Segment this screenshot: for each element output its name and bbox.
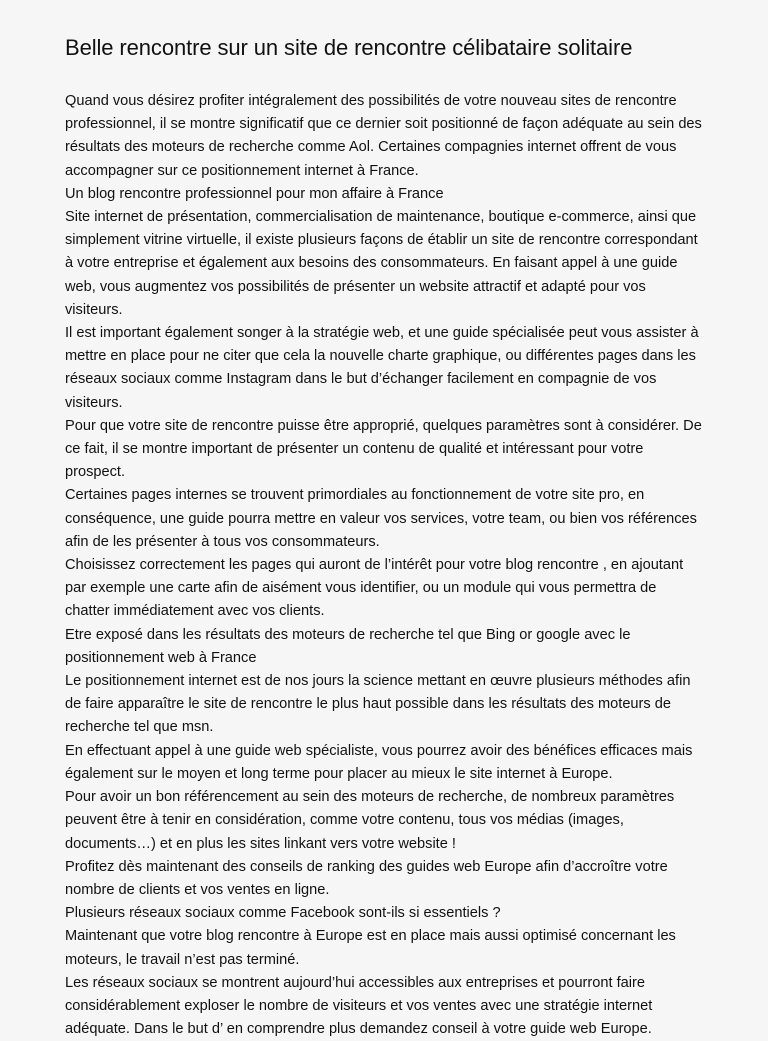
paragraph-referencing: Pour avoir un bon référencement au sein des moteurs de recherche, de nombreux paramètres peuvent être à tenir en considération, comme votre contenu, tous vos médias (images, documents…) et en plus les sites linkant vers votre website ! — [65, 789, 675, 852]
paragraph-seo: Le positionnement internet est de nos jours la science mettant en œuvre plusieurs méthodes afin de faire apparaître le site de rencontre le plus haut possible dans les résultats des moteurs de recherche tel que msn. — [65, 673, 691, 736]
paragraph-intro: Quand vous désirez profiter intégralement des possibilités de votre nouveau sites de rencontre professionnel, il se montre significatif que ce dernier soit positionné de façon adéquate au sein des résultats des moteurs de recherche comme Aol. Certaines compagnies internet offrent de vous accompagner sur ce positionnement internet à France. — [65, 93, 702, 179]
paragraph-subheading-social: Plusieurs réseaux sociaux comme Facebook sont-ils si essentiels ? — [65, 905, 501, 922]
paragraph-specialist: En effectuant appel à une guide web spécialiste, vous pourrez avoir des bénéfices efficaces mais également sur le moyen et long terme pour placer au mieux le site internet à Europe. — [65, 742, 693, 782]
paragraph-profit: Profitez dès maintenant des conseils de ranking des guides web Europe afin d’accroître votre nombre de clients et vos ventes en ligne. — [65, 858, 668, 898]
paragraph-social-networks: Les réseaux sociaux se montrent aujourd’hui accessibles aux entreprises et pourront faire considérablement exploser le nombre de visiteurs et vos ventes avec une stratégie internet adéquate. Dans le but d’ en comprendre plus demandez conseil à votre guide web Europe. — [65, 974, 653, 1038]
paragraph-subheading-blog: Un blog rencontre professionnel pour mon affaire à France — [65, 185, 444, 202]
page-title: Belle rencontre sur un site de rencontre célibataire solitaire — [65, 35, 633, 60]
paragraph-now: Maintenant que votre blog rencontre à Europe est en place mais aussi optimisé concernant les moteurs, le travail n’est pas terminé. — [65, 928, 676, 968]
paragraph-appropriate: Pour que votre site de rencontre puisse être approprié, quelques paramètres sont à considérer. De ce fait, il se montre important de présenter un contenu de qualité et intéressant pour votre prospect. — [65, 417, 702, 481]
paragraph-strategy: Il est important également songer à la stratégie web, et une guide spécialisée peut vous assister à mettre en place pour ne citer que cela la nouvelle charte graphique, ou différentes pages dans les réseaux sociaux comme Instagram dans le but d’échanger facilement en compagnie de vos visiteurs. — [65, 325, 699, 411]
article-body — [65, 90, 704, 1041]
paragraph-site-presentation: Site internet de présentation, commercialisation de maintenance, boutique e-commerce, ainsi que simplement vitrine virtuelle, il existe plusieurs façons de établir un site de rencontre correspondant à votre entreprise et également aux besoins des consommateurs. En faisant appel à une guide web, vous augmentez vos possibilités de présenter un website attractif et adapté pour vos visiteurs. — [65, 209, 698, 318]
paragraph-internal-pages: Certaines pages internes se trouvent primordiales au fonctionnement de votre site pro, en conséquence, une guide pourra mettre en valeur vos services, votre team, ou bien vos références afin de les présenter à tous vos consommateurs. — [65, 487, 697, 550]
paragraph-subheading-exposed: Etre exposé dans les résultats des moteurs de recherche tel que Bing or google avec le positionnement web à France — [65, 626, 631, 666]
paragraph-choose-pages: Choisissez correctement les pages qui auront de l’intérêt pour votre blog rencontre , en ajoutant par exemple une carte afin de aisément vous identifier, ou un module qui vous permettra de chatter immédiatement avec vos clients. — [65, 557, 684, 620]
